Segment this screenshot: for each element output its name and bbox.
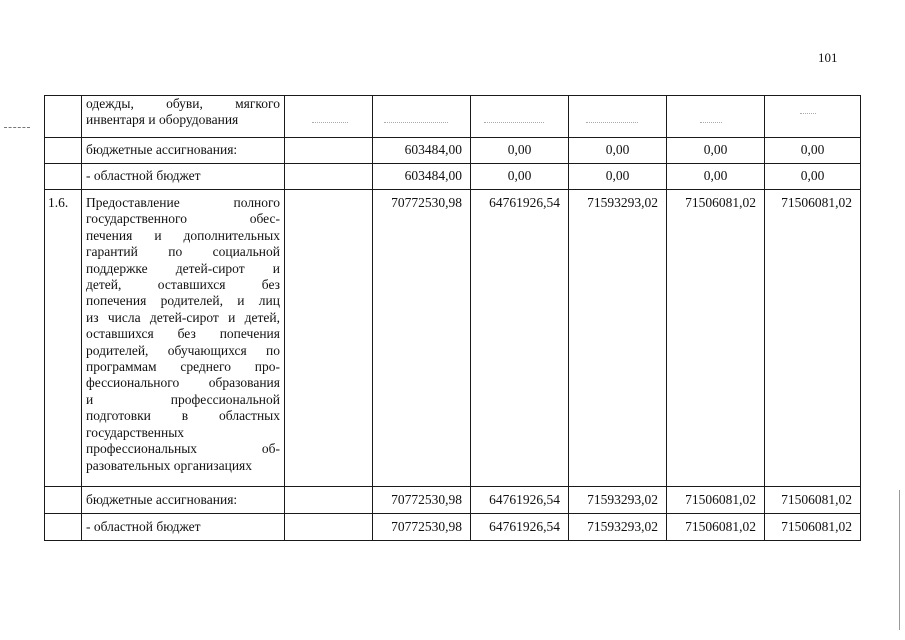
amount-cell: 0,00 [667, 138, 765, 164]
amount-cell [569, 96, 667, 138]
description-line: и профессиональной [86, 391, 280, 407]
amount-cell: 0,00 [765, 138, 861, 164]
scan-artifact-dash [586, 122, 638, 123]
description-line: программам среднего про- [86, 359, 280, 375]
row-description-cell [82, 138, 285, 164]
empty-cell [285, 164, 373, 190]
amount-cell: 71593293,02 [569, 514, 667, 541]
description-line: поддержке детей-сирот и [86, 260, 280, 276]
description-line: одежды, обуви, мягкого [86, 96, 280, 111]
description-line: - областной бюджет [86, 168, 201, 184]
scan-artifact-dash [384, 122, 448, 123]
table-row [45, 487, 861, 514]
scan-artifact-dash [700, 122, 722, 123]
row-index-cell [45, 514, 82, 541]
amount-cell: 64761926,54 [471, 190, 569, 487]
description-line: фессионального образования [86, 375, 280, 391]
amount-cell: 71506081,02 [765, 190, 861, 487]
amount-cell [471, 96, 569, 138]
description-line: оставшихся без попечения [86, 326, 280, 342]
budget-table [44, 95, 861, 541]
row-description-cell [82, 514, 285, 541]
table-row [45, 190, 861, 487]
table-row [45, 96, 861, 138]
amount-cell: 0,00 [667, 164, 765, 190]
amount-cell: 70772530,98 [373, 514, 471, 541]
description-line: инвентаря и оборудования [86, 112, 239, 128]
amount-cell: 64761926,54 [471, 514, 569, 541]
description-line: бюджетные ассигнования: [86, 142, 238, 158]
amount-cell: 71593293,02 [569, 487, 667, 514]
table-row [45, 514, 861, 541]
description-line: подготовки в областных [86, 408, 280, 424]
amount-cell: 0,00 [569, 138, 667, 164]
scan-artifact-dash [484, 122, 544, 123]
empty-cell [285, 138, 373, 164]
description-line: государственного обес- [86, 211, 280, 227]
amount-cell: 71593293,02 [569, 190, 667, 487]
row-index-cell [45, 164, 82, 190]
amount-cell: 71506081,02 [667, 487, 765, 514]
row-description-cell [82, 487, 285, 514]
amount-cell [667, 96, 765, 138]
scan-artifact-dash [800, 113, 816, 114]
amount-cell: 71506081,02 [667, 514, 765, 541]
row-description-cell [82, 96, 285, 138]
row-description-cell [82, 164, 285, 190]
table-row [45, 164, 861, 190]
table-row [45, 138, 861, 164]
amount-cell: 64761926,54 [471, 487, 569, 514]
amount-cell: 71506081,02 [667, 190, 765, 487]
amount-cell: 70772530,98 [373, 487, 471, 514]
description-line: государственных [86, 424, 185, 440]
scan-artifact-dash [312, 122, 348, 123]
scan-fold-mark [4, 127, 30, 128]
description-line: попечения родителей, и лиц [86, 293, 280, 309]
amount-cell: 70772530,98 [373, 190, 471, 487]
amount-cell: 603484,00 [373, 164, 471, 190]
description-line: профессиональных об- [86, 441, 280, 457]
description-line: бюджетные ассигнования: [86, 491, 238, 507]
empty-cell [285, 514, 373, 541]
amount-cell: 71506081,02 [765, 487, 861, 514]
empty-cell [285, 96, 373, 138]
description-line: печения и дополнительных [86, 227, 280, 243]
row-index-cell [45, 138, 82, 164]
description-line: родителей, обучающихся по [86, 342, 280, 358]
empty-cell [285, 487, 373, 514]
amount-cell: 0,00 [471, 138, 569, 164]
page-number: 101 [818, 50, 838, 65]
amount-cell [765, 96, 861, 138]
description-line: - областной бюджет [86, 518, 201, 534]
amount-cell [373, 96, 471, 138]
description-line: Предоставление полного [86, 195, 280, 210]
row-index-cell: 1.6. [45, 190, 82, 487]
row-description-cell [82, 190, 285, 487]
amount-cell: 0,00 [765, 164, 861, 190]
empty-cell [285, 190, 373, 487]
amount-cell: 0,00 [471, 164, 569, 190]
amount-cell: 603484,00 [373, 138, 471, 164]
description-line: из числа детей-сирот и детей, [86, 309, 280, 325]
description-line: детей, оставшихся без [86, 277, 280, 293]
row-index-cell [45, 487, 82, 514]
description-line: гарантий по социальной [86, 244, 280, 260]
row-index-cell [45, 96, 82, 138]
description-line: разовательных организациях [86, 457, 253, 473]
scan-edge-line [899, 490, 900, 630]
amount-cell: 71506081,02 [765, 514, 861, 541]
amount-cell: 0,00 [569, 164, 667, 190]
